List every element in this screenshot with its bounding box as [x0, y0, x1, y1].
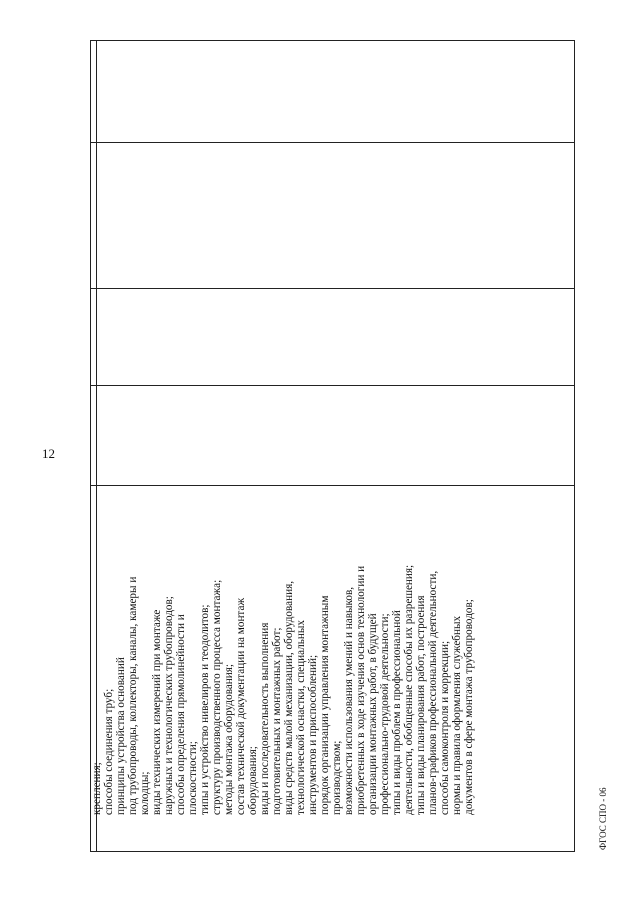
table-text-cell — [91, 485, 575, 819]
text-line: виды технических измерений при монтаже — [151, 609, 163, 815]
text-line: приобретенных в ходе изучения основ технологии и — [355, 565, 367, 815]
text-line: наружных и технологических трубопроводов; — [163, 596, 175, 815]
text-line: производством; — [331, 740, 343, 815]
text-line: структуру производственного процесса монтажа; — [211, 579, 223, 815]
footer-code-text: ФГОС СПО - 06 — [598, 787, 608, 850]
text-line: крепления; — [91, 762, 103, 815]
text-line: виды и последовательность выполнения — [259, 622, 271, 815]
text-line: типы и устройство нивелиров и теодолитов; — [199, 604, 211, 815]
text-line: профессионально-трудовой деятельности; — [379, 613, 391, 815]
text-line: планов-графиков профессиональной деятельности, — [427, 570, 439, 815]
empty-cell — [96, 143, 574, 288]
text-line: инструментов и приспособлений; — [307, 654, 319, 815]
empty-cell — [96, 386, 574, 485]
text-line: методы монтажа оборудования; — [223, 663, 235, 815]
text-line: способы соединения труб; — [103, 688, 115, 815]
text-line: способы определения прямолинейности и — [175, 614, 187, 815]
text-line: типы и виды проблем в профессиональной — [391, 610, 403, 815]
text-line: состав технической документации на монтаж — [235, 597, 247, 815]
text-line: виды средств малой механизации, оборудования, — [283, 580, 295, 815]
text-line: документов в сфере монтажа трубопроводов; — [463, 599, 475, 815]
footer-code — [598, 787, 610, 894]
text-line: возможности использования умений и навыков, — [343, 586, 355, 815]
text-line: технологической оснастки, специальных — [295, 620, 307, 815]
rotated-text-block — [91, 485, 575, 819]
text-line: порядок организации управления монтажным — [319, 595, 331, 815]
text-line: подготовительных и монтажных работ; — [271, 627, 283, 815]
text-line: деятельности, обобщенные способы их разрешения; — [403, 564, 415, 815]
text-line: плоскостности; — [187, 741, 199, 815]
text-line: оборудования; — [247, 746, 259, 815]
text-line: нормы и правила оформления служебных — [451, 615, 463, 815]
text-line: организации монтажных работ, в будущей — [367, 613, 379, 815]
empty-cell — [96, 41, 574, 142]
text-line: принципы устройства оснований — [115, 657, 127, 815]
page-number: 12 — [42, 446, 55, 461]
empty-cell — [96, 289, 574, 385]
text-line: колодцы; — [139, 771, 151, 815]
text-line: способы самоконтроля и коррекции; — [439, 640, 451, 815]
text-line: под трубопроводы, коллекторы, каналы, камеры и — [127, 576, 139, 815]
text-line: типы и виды планирования работ, построения — [415, 595, 427, 815]
